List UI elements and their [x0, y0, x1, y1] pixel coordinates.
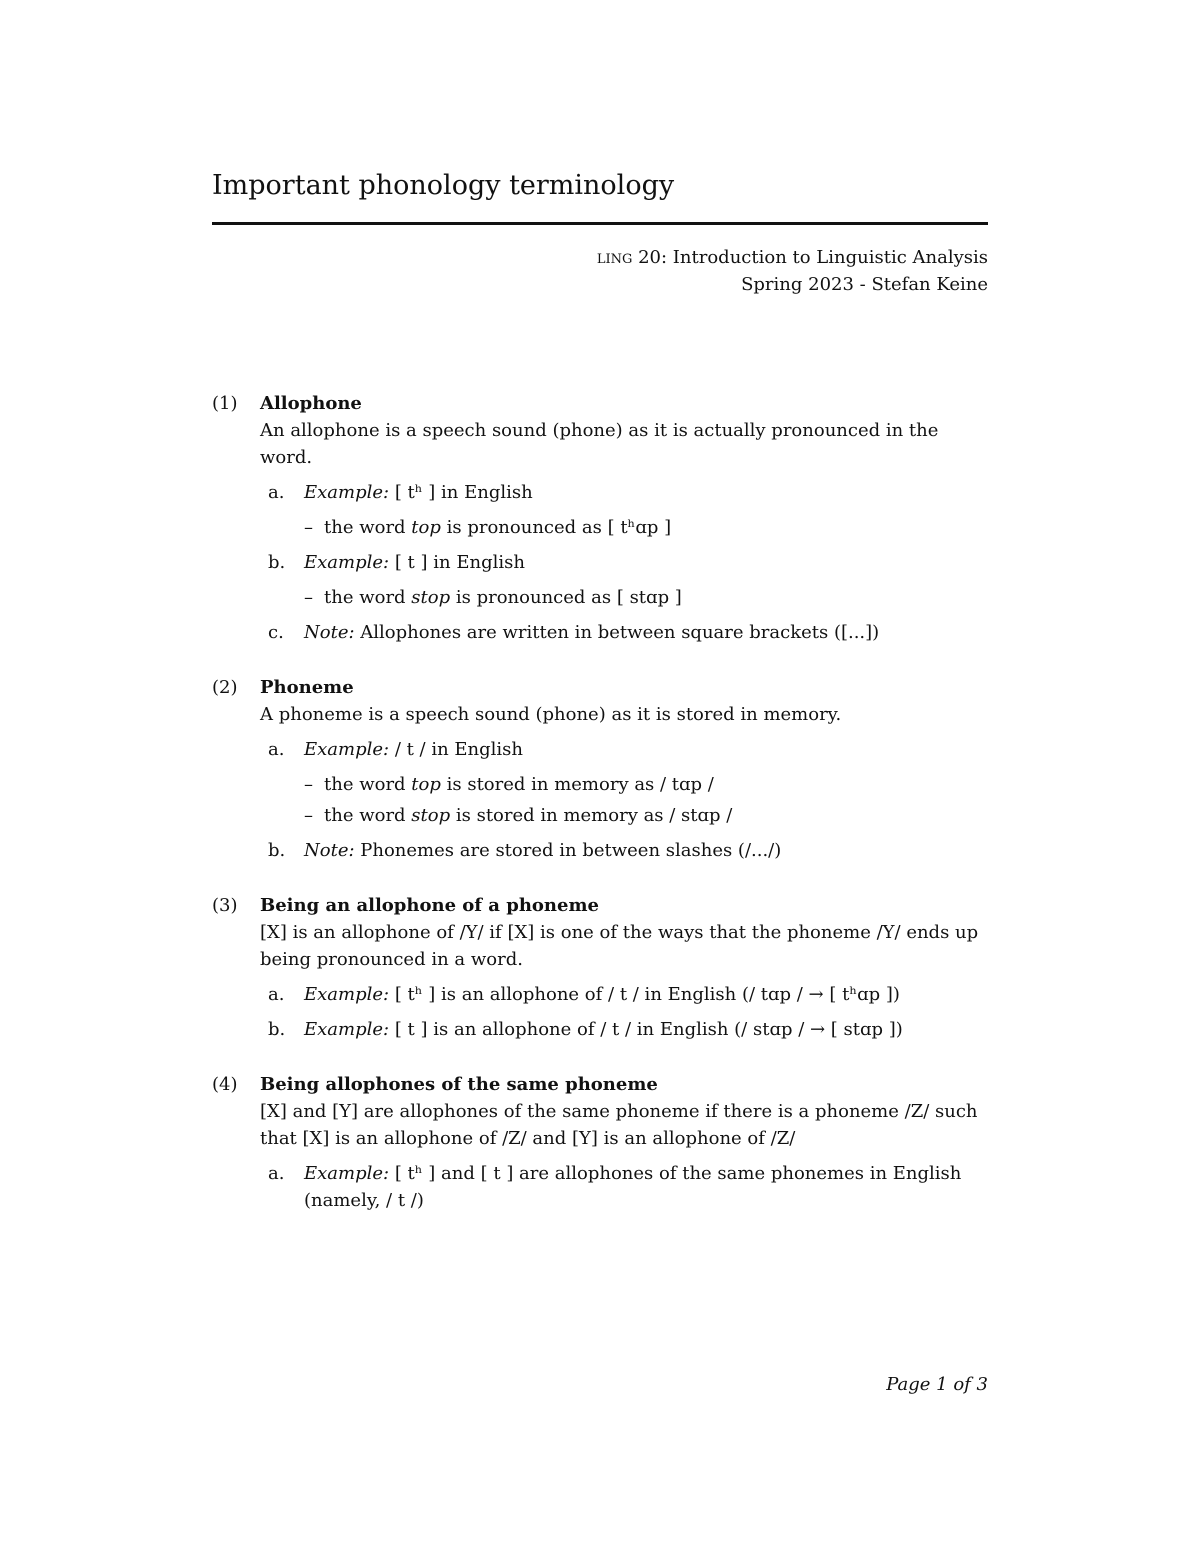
sub-item-label: b.: [268, 1019, 286, 1040]
dash-text-pre: the word: [324, 517, 412, 538]
dash-marker: –: [304, 587, 313, 608]
item-definition: An allophone is a speech sound (phone) as it is actually pronounced in the word.: [260, 420, 939, 468]
course-code: ling 20: [596, 247, 662, 268]
dash-item: [304, 771, 990, 798]
sub-item-text: [304, 479, 990, 506]
sub-item-label: b.: [268, 552, 286, 573]
definition-item: [212, 892, 990, 1043]
dash-item: [304, 584, 990, 611]
sub-item-lead: Example:: [304, 739, 390, 760]
course-meta: [597, 244, 988, 298]
sub-item-body: [ tʰ ] is an allophone of / t / in English (/ tɑp / → [ tʰɑp ]): [389, 984, 900, 1005]
sub-item-text: [304, 1016, 990, 1043]
sub-item-body: [ t ] is an allophone of / t / in English (/ stɑp / → [ stɑp ]): [389, 1019, 903, 1040]
definition-item: [212, 674, 990, 864]
dash-item: [304, 802, 990, 829]
page-number: Page 1 of 3: [886, 1374, 988, 1395]
dash-text-word: top: [411, 517, 441, 538]
item-number: (3): [212, 895, 238, 916]
sub-item: [260, 981, 990, 1008]
sub-item-lead: Example:: [304, 552, 390, 573]
dash-text-pre: the word: [324, 805, 412, 826]
definition-item: [212, 390, 990, 646]
terminology-list: [212, 390, 990, 1242]
dash-marker: –: [304, 805, 313, 826]
page-title: Important phonology terminology: [212, 170, 675, 201]
course-line: [597, 244, 988, 271]
dash-text-pre: the word: [324, 587, 412, 608]
dash-item: [304, 514, 990, 541]
sub-item: [260, 1016, 990, 1043]
sub-item-text: [304, 1160, 990, 1214]
sub-item-body: [ tʰ ] and [ t ] are allophones of the same phonemes in English (namely, / t /): [304, 1163, 962, 1211]
sub-item-label: a.: [268, 984, 285, 1005]
dash-text-word: top: [411, 774, 441, 795]
dash-text-word: stop: [411, 587, 451, 608]
sub-item-lead: Note:: [304, 840, 355, 861]
sub-item: [260, 837, 990, 864]
item-number: (1): [212, 393, 238, 414]
dash-text-pre: the word: [324, 774, 412, 795]
sub-item-label: c.: [268, 622, 284, 643]
sub-item-text: [304, 981, 990, 1008]
sub-item-body: Allophones are written in between square brackets ([...]): [354, 622, 880, 643]
sub-item-lead: Example:: [304, 482, 390, 503]
term-author: Spring 2023 - Stefan Keine: [741, 274, 988, 295]
sub-item-label: b.: [268, 840, 286, 861]
sub-item-body: Phonemes are stored in between slashes (/.../): [354, 840, 782, 861]
sub-item: [260, 1160, 990, 1214]
item-definition: [X] is an allophone of /Y/ if [X] is one of the ways that the phoneme /Y/ ends up being pronounced in a word.: [260, 922, 979, 970]
sub-item-label: a.: [268, 482, 285, 503]
dash-text-word: stop: [411, 805, 451, 826]
sub-item-text: [304, 837, 990, 864]
sub-item-label: a.: [268, 739, 285, 760]
item-definition: [X] and [Y] are allophones of the same phoneme if there is a phoneme /Z/ such that [X] is an allophone of /Z/ and [Y] is an allophone of /Z/: [260, 1101, 978, 1149]
dash-text-post: is pronounced as [ tʰɑp ]: [440, 517, 672, 538]
sub-item-text: [304, 619, 990, 646]
item-definition: A phoneme is a speech sound (phone) as it is stored in memory.: [260, 704, 842, 725]
item-heading: Being an allophone of a phoneme: [260, 895, 599, 916]
sub-item-lead: Example:: [304, 984, 390, 1005]
sub-item-text: [304, 549, 990, 576]
dash-marker: –: [304, 517, 313, 538]
sub-item-lead: Note:: [304, 622, 355, 643]
dash-text-post: is stored in memory as / tɑp /: [440, 774, 714, 795]
item-heading: Allophone: [260, 393, 362, 414]
item-heading: Being allophones of the same phoneme: [260, 1074, 658, 1095]
sub-item: [260, 736, 990, 829]
sub-item-label: a.: [268, 1163, 285, 1184]
sub-item: [260, 479, 990, 541]
item-heading: Phoneme: [260, 677, 354, 698]
sub-item: [260, 619, 990, 646]
course-title: : Introduction to Linguistic Analysis: [661, 247, 988, 268]
sub-item-body: [ tʰ ] in English: [389, 482, 533, 503]
sub-item-lead: Example:: [304, 1019, 390, 1040]
item-number: (2): [212, 677, 238, 698]
sub-item-text: [304, 736, 990, 763]
sub-item-body: / t / in English: [389, 739, 524, 760]
dash-text-post: is pronounced as [ stɑp ]: [450, 587, 682, 608]
item-number: (4): [212, 1074, 238, 1095]
dash-marker: –: [304, 774, 313, 795]
dash-text-post: is stored in memory as / stɑp /: [450, 805, 733, 826]
definition-item: [212, 1071, 990, 1214]
sub-item-body: [ t ] in English: [389, 552, 525, 573]
title-rule: [212, 222, 988, 225]
sub-item: [260, 549, 990, 611]
sub-item-lead: Example:: [304, 1163, 390, 1184]
